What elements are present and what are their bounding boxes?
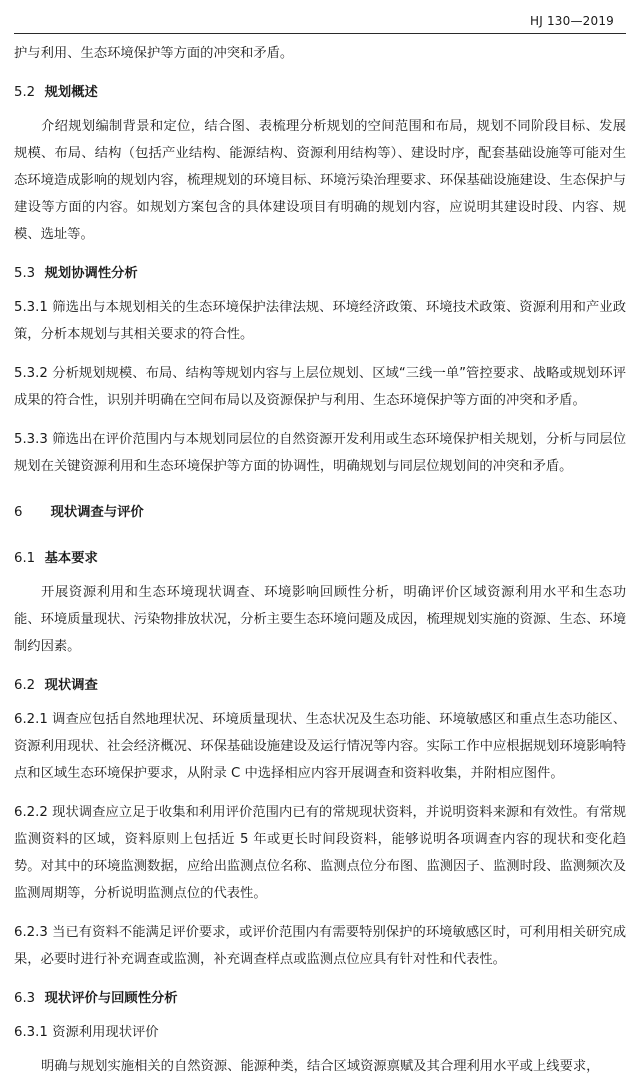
heading-5-3 — [14, 260, 626, 287]
heading-6-3 — [14, 985, 626, 1012]
clause-text: 筛选出在评价范围内与本规划同层位的自然资源开发利用或生态环境保护相关规划，分析与同层位规划在关键资源利用和生态环境保护等方面的协调性，明确规划与同层位规划间的冲突和矛盾。 — [14, 432, 626, 474]
section-title: 现状评价与回顾性分析 — [44, 991, 178, 1006]
section-number: 5.3 — [14, 266, 36, 281]
section-title: 现状调查 — [44, 678, 98, 693]
section-number: 6.3 — [14, 991, 36, 1006]
clause-number: 6.3.1 — [14, 1025, 48, 1040]
section-title: 基本要求 — [44, 551, 98, 566]
section-title: 规划协调性分析 — [44, 266, 138, 281]
document-body — [14, 40, 626, 1080]
chapter-number: 6 — [14, 505, 23, 520]
clause-5-3-3 — [14, 426, 626, 480]
clause-6-2-2: 6.2.2 现状调查应立足于收集和利用评价范围内已有的常规现状资料，并说明资料来源和有效性。有常规监测资料的区域，资料原则上包括近 5 年或更长时间段资料，能够说明各项调查内容的现状和变化趋势。对其中的环境监测数据，应给出监测点位名称、监测点位分布图、监测因子、监测时段、监测频次及监测周期等，分析说明监测点位的代表性。 — [14, 805, 626, 901]
clause-5-3-1 — [14, 294, 626, 348]
heading-6-1 — [14, 545, 626, 572]
chapter-title: 现状调查与评价 — [50, 505, 144, 520]
clause-number: 5.3.1 — [14, 300, 48, 315]
clause-5-3-2 — [14, 360, 626, 414]
clause-6-3-1 — [14, 1019, 626, 1046]
paragraph-6-3-1: 明确与规划实施相关的自然资源、能源种类，结合区域资源禀赋及其合理利用水平或上线要求， — [41, 1059, 600, 1074]
section-title: 规划概述 — [44, 85, 98, 100]
clause-text: 分析规划规模、布局、结构等规划内容与上层位规划、区域“三线一单”管控要求、战略或规划环评成果的符合性，识别并明确在空间布局以及资源保护与利用、生态环境保护等方面的冲突和矛盾。 — [14, 366, 626, 408]
standard-code: HJ 130—2019 — [529, 14, 614, 28]
heading-5-2 — [14, 79, 626, 106]
clause-number: 5.3.3 — [14, 432, 48, 447]
paragraph-6-1: 开展资源利用和生态环境现状调查、环境影响回顾性分析，明确评价区域资源利用水平和生态功能、环境质量现状、污染物排放状况，分析主要生态环境问题及成因，梳理规划实施的资源、生态、环境制约因素。 — [14, 585, 626, 654]
clause-text: 资源利用现状评价 — [52, 1025, 159, 1040]
clause-text: 筛选出与本规划相关的生态环境保护法律法规、环境经济政策、环境技术政策、资源利用和产业政策，分析本规划与其相关要求的符合性。 — [14, 300, 626, 342]
heading-6-2 — [14, 672, 626, 699]
section-number: 6.1 — [14, 551, 36, 566]
clause-6-2-3: 6.2.3 当已有资料不能满足评价要求，或评价范围内有需要特别保护的环境敏感区时，可利用相关研究成果，必要时进行补充调查或监测，补充调查样点或监测点位应具有针对性和代表性。 — [14, 925, 626, 967]
section-number: 6.2 — [14, 678, 36, 693]
heading-6 — [14, 499, 626, 526]
header-rule — [14, 33, 626, 34]
paragraph-continuation: 护与利用、生态环境保护等方面的冲突和矛盾。 — [14, 46, 294, 61]
clause-number: 5.3.2 — [14, 366, 48, 381]
paragraph-5-2: 介绍规划编制背景和定位，结合图、表梳理分析规划的空间范围和布局，规划不同阶段目标、发展规模、布局、结构（包括产业结构、能源结构、资源利用结构等）、建设时序，配套基础设施等可能对生态环境造成影响的规划内容，梳理规划的环境目标、环境污染治理要求、环保基础设施建设、生态保护与建设等方面的内容。如规划方案包含的具体建设项目有明确的规划内容，应说明其建设时段、内容、规模、选址等。 — [14, 119, 626, 242]
section-number: 5.2 — [14, 85, 36, 100]
clause-6-2-1: 6.2.1 调查应包括自然地理状况、环境质量现状、生态状况及生态功能、环境敏感区和重点生态功能区、资源利用现状、社会经济概况、环保基础设施建设及运行情况等内容。实际工作中应根据规划环境影响特点和区域生态环境保护要求，从附录 C 中选择相应内容开展调查和资料收集，并附相应图件。 — [14, 712, 626, 781]
